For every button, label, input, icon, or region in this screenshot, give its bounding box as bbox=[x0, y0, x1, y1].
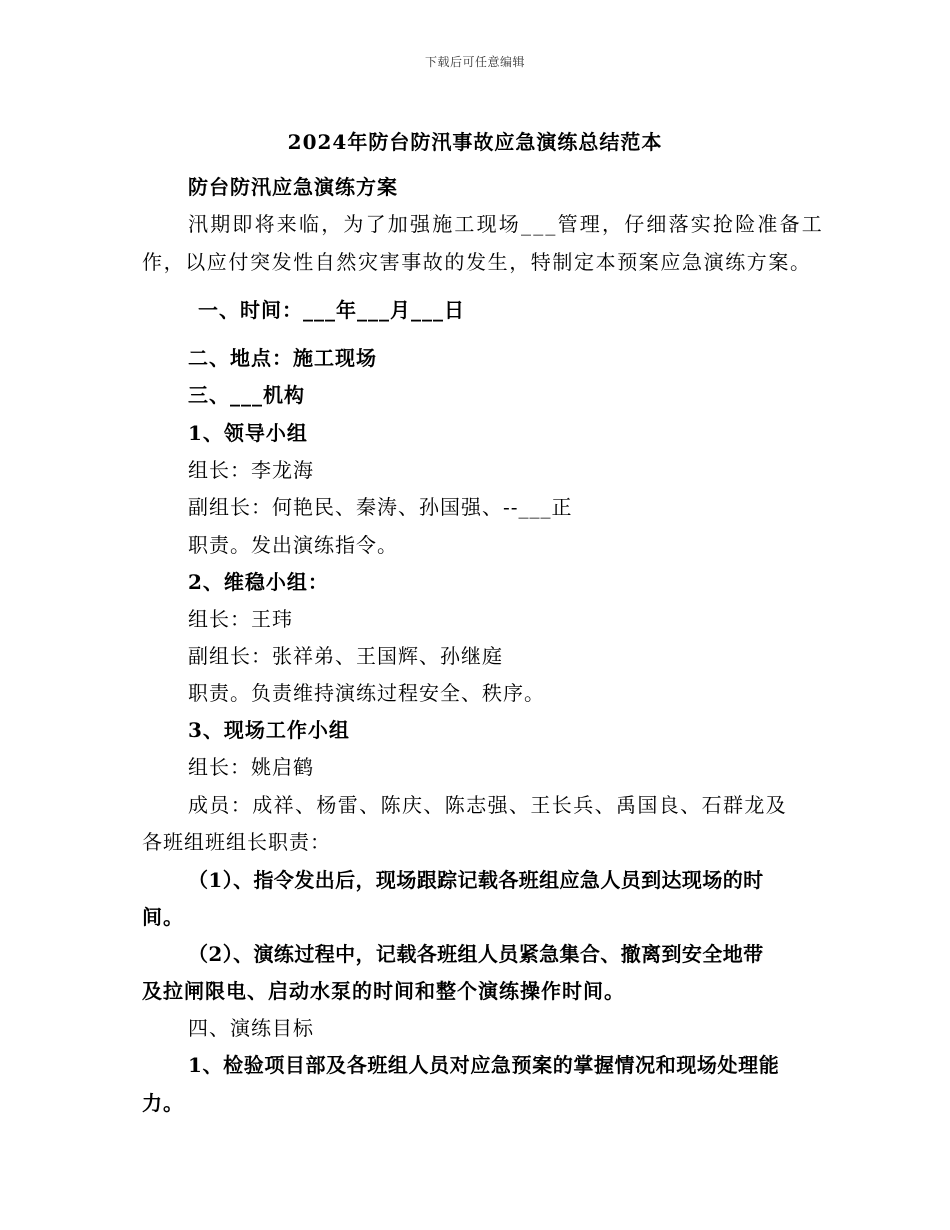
stability-duty: 职责。负责维持演练过程安全、秩序。 bbox=[188, 681, 545, 705]
objective-1-line-1: 1、检验项目部及各班组人员对应急预案的掌握情况和现场处理能 bbox=[188, 1053, 780, 1077]
section-objectives: 四、演练目标 bbox=[188, 1016, 314, 1040]
group-stability-heading: 2、维稳小组： bbox=[188, 570, 329, 594]
onsite-members-line-1: 成员：成祥、杨雷、陈庆、陈志强、王长兵、禹国良、石群龙及 bbox=[188, 793, 788, 817]
group-leadership-heading: 1、领导小组 bbox=[188, 421, 308, 445]
header-note: 下载后可任意编辑 bbox=[424, 55, 525, 69]
stability-leader: 组长：王玮 bbox=[188, 607, 293, 631]
leadership-deputies: 副组长：何艳民、秦涛、孙国强、--___正 bbox=[188, 495, 573, 519]
duty-1-line-1: （1）、指令发出后，现场跟踪记载各班组应急人员到达现场的时 bbox=[188, 868, 764, 892]
document-title: 2024年防台防汛事故应急演练总结范本 bbox=[287, 130, 663, 154]
onsite-members-line-2: 各班组班组长职责： bbox=[142, 830, 331, 854]
group-onsite-heading: 3、现场工作小组 bbox=[188, 718, 350, 742]
plan-heading: 防台防汛应急演练方案 bbox=[188, 175, 398, 199]
intro-line-1: 汛期即将来临，为了加强施工现场___管理，仔细落实抢险准备工 bbox=[188, 212, 824, 236]
objective-1-line-2: 力。 bbox=[142, 1091, 184, 1115]
intro-line-2: 作，以应付突发性自然灾害事故的发生，特制定本预案应急演练方案。 bbox=[142, 250, 812, 274]
section-location: 二、地点：施工现场 bbox=[188, 346, 377, 370]
duty-1-line-2: 间。 bbox=[142, 905, 184, 929]
onsite-leader: 组长：姚启鹤 bbox=[188, 755, 314, 779]
section-time: 一、时间：___年___月___日 bbox=[198, 298, 465, 322]
duty-2-line-1: （2）、演练过程中，记载各班组人员紧急集合、撤离到安全地带 bbox=[188, 942, 764, 966]
duty-2-line-2: 及拉闸限电、启动水泵的时间和整个演练操作时间。 bbox=[142, 979, 625, 1003]
stability-deputies: 副组长：张祥弟、王国辉、孙继庭 bbox=[188, 644, 503, 668]
section-organization: 三、___机构 bbox=[188, 383, 305, 407]
leadership-duty: 职责。发出演练指令。 bbox=[188, 533, 398, 557]
leadership-leader: 组长：李龙海 bbox=[188, 458, 314, 482]
